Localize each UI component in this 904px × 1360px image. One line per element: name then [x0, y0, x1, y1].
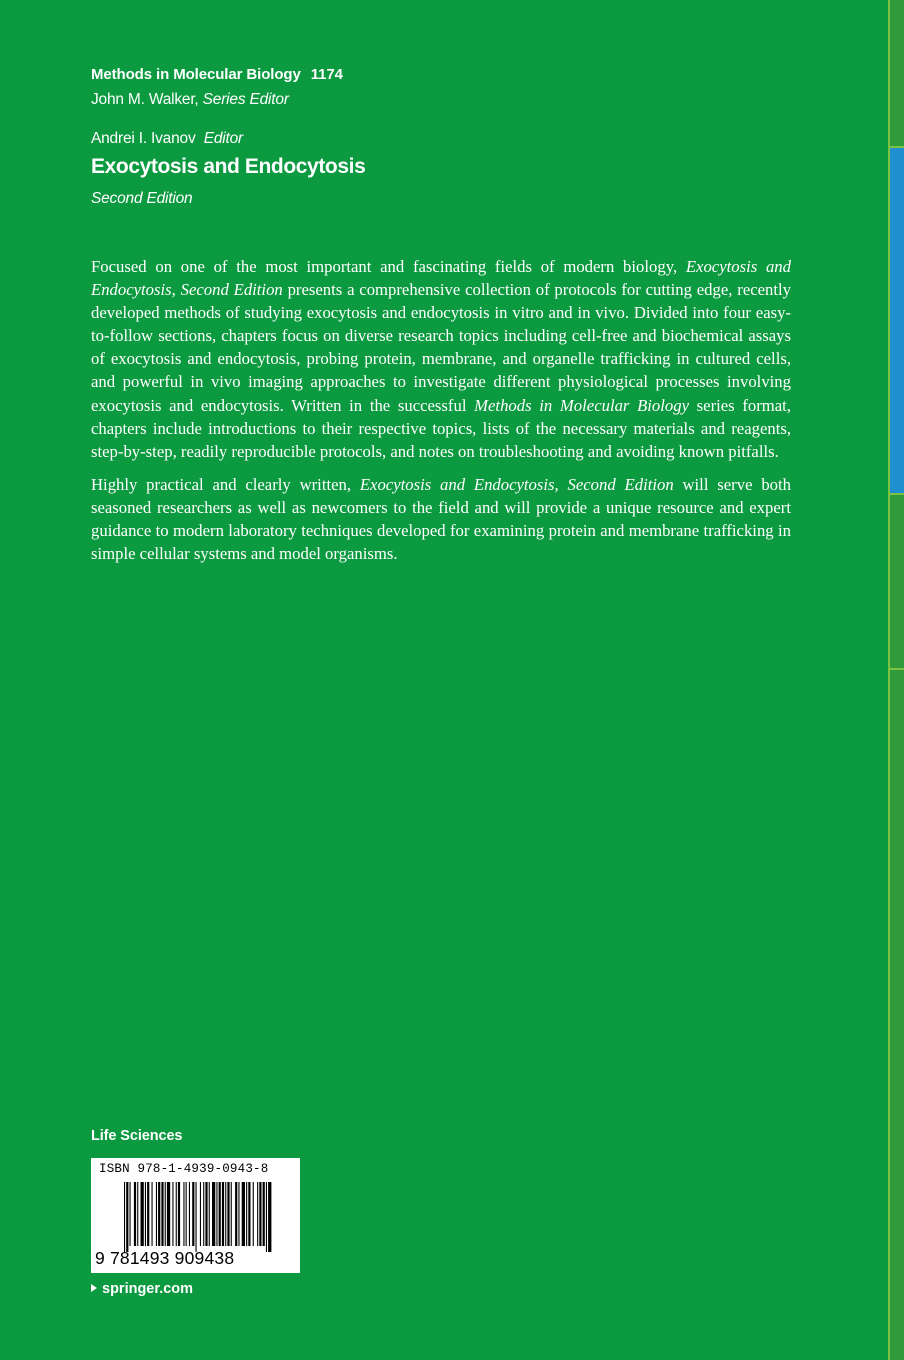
barcode-bar — [167, 1182, 170, 1246]
barcode-bar — [176, 1182, 177, 1246]
barcode-bar — [203, 1182, 204, 1246]
book-title: Exocytosis and Endocytosis — [91, 155, 366, 178]
subject-category: Life Sciences — [91, 1128, 183, 1144]
book-editor-role: Editor — [203, 130, 244, 147]
barcode-bar — [225, 1182, 226, 1246]
publisher-url[interactable]: springer.com — [102, 1281, 194, 1297]
barcode-bar — [238, 1182, 239, 1246]
barcode-bar — [196, 1182, 197, 1252]
barcode-bar — [192, 1182, 194, 1246]
barcode-bar — [231, 1182, 232, 1246]
barcode-bar — [165, 1182, 166, 1246]
barcode-bar — [200, 1182, 201, 1246]
barcode-bar — [216, 1182, 217, 1246]
barcode-bar — [268, 1182, 271, 1252]
barcode-bar — [186, 1182, 187, 1246]
barcode-bar — [257, 1182, 258, 1246]
barcode-bar — [246, 1182, 247, 1246]
description-text: presents a comprehensive collection of protocols for cutting edge, recently developed methods of studying exocytosis and endocytosis in vitro and in vivo. Divided into four easy-to-follow sections, chapters focus on diverse research topics including cell-free and biochemical assays of exocytosis and endocytosis, probing protein, membrane, and organelle trafficking in cultured cells, and powerful in vivo imaging approaches to investigate different physiological processes involving exocytosis and endocytosis. Written in the successful — [91, 280, 791, 415]
series-editor-role: Series Editor — [202, 91, 289, 108]
book-description — [91, 255, 791, 575]
barcode-bar — [263, 1182, 265, 1246]
barcode-bar — [158, 1182, 160, 1246]
description-paragraph-1 — [91, 255, 791, 463]
book-edition: Second Edition — [91, 190, 193, 207]
barcode-bar — [124, 1182, 125, 1252]
barcode-bar — [141, 1182, 144, 1246]
barcode-bar — [183, 1182, 184, 1246]
description-book-title: Exocytosis and Endocytosis, Second Edition — [359, 474, 674, 494]
barcode-bar — [137, 1182, 138, 1246]
description-text: Focused on one of the most important and fascinating fields of modern biology, — [91, 257, 686, 276]
barcode-bar — [242, 1182, 245, 1246]
series-number: 1174 — [310, 66, 343, 83]
barcode-digits: 9 781493 909438 — [95, 1248, 235, 1268]
series-editor — [91, 91, 289, 109]
publisher-link[interactable] — [91, 1281, 193, 1297]
barcode-bar — [130, 1182, 131, 1246]
isbn-label: ISBN 978-1-4939-0943-8 — [99, 1162, 269, 1176]
description-text: will serve both seasoned researchers as well as newcomers to the field and will provide a unique resource and expert guidance to modern laboratory techniques developed for examining protein and membrane trafficking in simple cellular systems and model organisms. — [91, 474, 791, 564]
barcode-bar — [212, 1182, 215, 1246]
spine-blue-band — [890, 148, 904, 493]
series-name: Methods in Molecular Biology — [91, 66, 301, 83]
spine-tick-middle — [890, 493, 904, 495]
barcode-bar — [248, 1182, 250, 1246]
barcode-bar — [209, 1182, 210, 1246]
barcode-bar — [134, 1182, 136, 1246]
description-book-title: Exocytosis and Endocytosis, Second Edition — [91, 257, 791, 300]
triangle-right-icon — [91, 1284, 97, 1292]
spine-tick-top — [890, 146, 904, 148]
barcode-bar — [266, 1182, 267, 1252]
spine-tick-lower — [890, 668, 904, 670]
description-text: Highly practical and clearly written, — [91, 474, 360, 494]
barcode-bar — [126, 1182, 128, 1252]
barcode-bar — [152, 1182, 153, 1246]
barcode-bar — [253, 1182, 254, 1246]
barcode-bar — [145, 1182, 146, 1246]
barcode-bar — [161, 1182, 163, 1246]
series-title — [91, 66, 343, 83]
description-paragraph-2 — [91, 473, 791, 565]
book-editor-name: Andrei I. Ivanov — [91, 130, 196, 147]
isbn-barcode — [91, 1158, 300, 1273]
barcode-bar — [259, 1182, 261, 1246]
series-editor-name: John M. Walker, — [91, 91, 199, 108]
barcode-bar — [219, 1182, 221, 1246]
description-series-title: Methods in Molecular Biology — [474, 395, 689, 415]
barcode-bar — [147, 1182, 149, 1246]
barcode-bar — [235, 1182, 237, 1246]
description-text: series format, chapters include introductions to their respective topics, lists of the necessary materials and reagents, step-by-step, readily reproducible protocols, and notes on troubleshooting and avoiding known pitfalls. — [91, 395, 791, 461]
book-editor — [91, 130, 243, 148]
barcode-bar — [172, 1182, 173, 1246]
barcode-bar — [189, 1182, 190, 1246]
barcode-bar — [178, 1182, 180, 1246]
barcode-bar — [227, 1182, 229, 1246]
barcode-bar — [156, 1182, 157, 1246]
barcode-bar — [222, 1182, 224, 1246]
barcode-bar — [205, 1182, 207, 1246]
